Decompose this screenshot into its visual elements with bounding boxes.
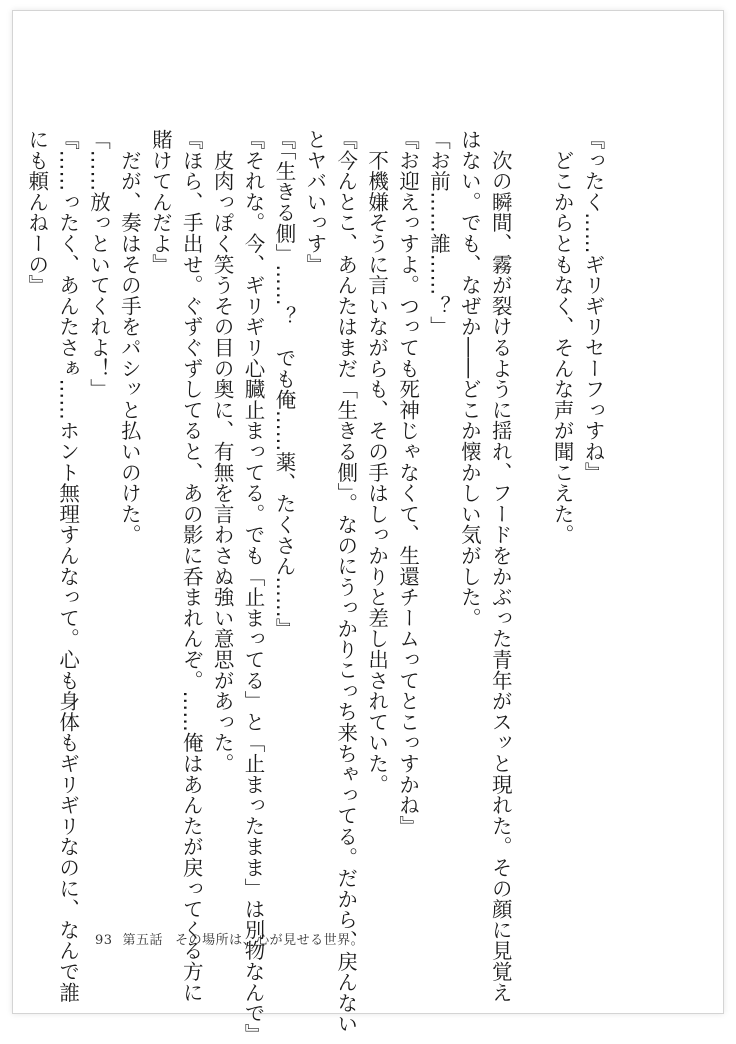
text-line-11: 『それな。今、ギリギリ心臓止まってる。でも「止まってる」と「止まったまま」は別物なんで』 [241,129,266,1044]
book-page [12,10,724,1044]
text-line-8: 『今んとこ、あんたはまだ「生きる側」。なのにうっかりこっち来ちゃってる。だから、戻んない [333,129,358,1034]
text-line-13: 『ほら、手出せ。ぐずぐずしてると、あの影に呑まれんぞ。……俺はあんたが戻ってくる方に [179,129,204,1003]
page-number: 93 [95,933,113,948]
chapter-title: その場所は、心が見せる世界。 [175,933,365,948]
blank-line [515,129,546,919]
text-line-2: どこからともなく、そんな声が聞こえた。 [550,129,575,545]
text-line-15: だが、奏はその手をパシッと払いのけた。 [117,129,142,545]
text-line-5: 「お前……誰……？」 [426,129,451,337]
text-line-7: 不機嫌そうに言いながらも、その手はしっかりと差し出されていた。 [364,129,389,795]
text-line-18: にも頼んねーの』 [24,129,49,296]
text-line-4: はない。でも、なぜか――どこか懐かしい気がした。 [457,129,482,629]
page-footer [95,929,364,948]
chapter-label: 第五話 [122,933,164,948]
text-line-3: 次の瞬間、霧が裂けるように揺れ、フードをかぶった青年がスッと現れた。その顔に見覚え [488,129,513,1003]
text-line-14: 賭けてんだよ』 [148,129,173,275]
text-line-17: 『……ったく、あんたさぁ……ホント無理すんなって。心も身体もギリギリなのに、なんで誰 [55,129,80,1003]
text-line-12: 皮肉っぽく笑うその目の奥に、有無を言わさぬ強い意思があった。 [210,129,235,774]
text-line-16: 「……放っといてくれよ！」 [86,129,111,400]
text-line-1: 『ったく……ギリギリセーフっすね』 [581,129,605,483]
text-line-9: とヤバいっす』 [302,129,327,275]
text-line-10: 『「生きる側」……？ でも俺……薬、たくさん……』 [271,129,296,639]
text-line-6: 『お迎えっすよ。つっても死神じゃなくて、生還チームってとこっすかね』 [395,129,420,837]
